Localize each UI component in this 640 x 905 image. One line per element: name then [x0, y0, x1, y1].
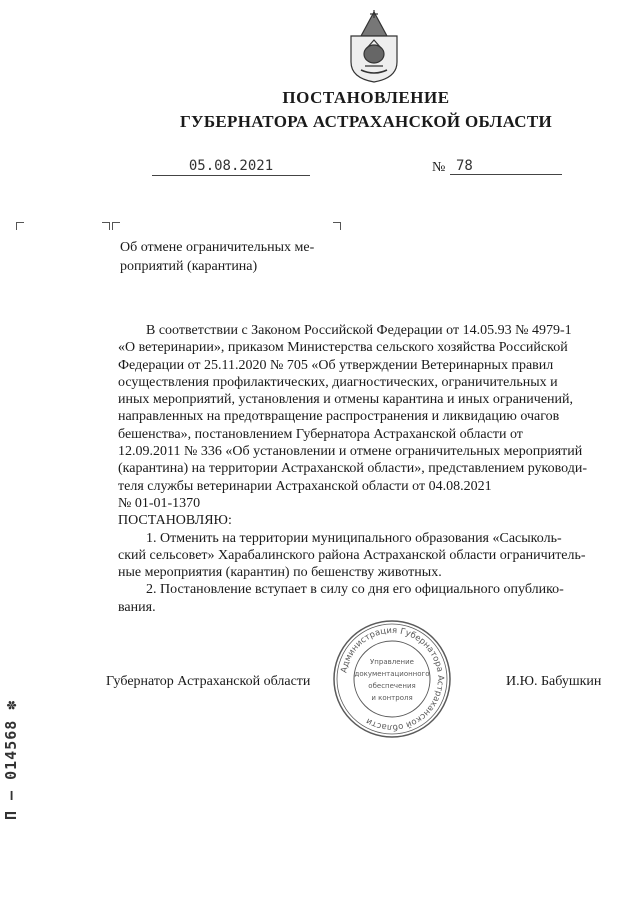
item-1: [118, 530, 614, 582]
document-type-title: ПОСТАНОВЛЕНИЕ: [282, 88, 450, 107]
body-line: «О ветеринарии», приказом Министерства сельского хозяйства Российской: [118, 340, 568, 356]
subject-line: Об отмене ограничительных ме-: [120, 240, 315, 255]
resolve-heading: ПОСТАНОВЛЯЮ:: [118, 513, 232, 529]
body-line: Федерации от 25.11.2020 № 705 «Об утверждении Ветеринарных правил: [118, 357, 554, 373]
body-line: теля службы ветеринарии Астраханской области от 04.08.2021: [118, 478, 492, 494]
document-body: [118, 322, 614, 616]
signatory-title: Губернатор Астраханской области: [106, 674, 311, 689]
preamble-paragraph: [118, 322, 614, 512]
document-subject: [120, 238, 340, 276]
corner-mark: [112, 222, 120, 230]
official-stamp: [330, 617, 454, 741]
stamp-center-line: и контроля: [371, 694, 413, 702]
corner-mark: [333, 222, 341, 230]
stamp-center-line: обеспечения: [368, 682, 416, 690]
body-line: В соответствии с Законом Российской Федерации от 14.05.93 № 4979-1: [146, 323, 572, 338]
stamp-center-line: документационного: [354, 670, 430, 678]
item-2: [118, 581, 614, 616]
body-line: бешенства», постановлением Губернатора Астраханской области от: [118, 426, 523, 442]
body-line: 1. Отменить на территории муниципального образования «Сасыколь-: [146, 530, 562, 546]
body-line: направленных на предотвращение распространения и ликвидацию очагов: [118, 409, 560, 425]
number-sign: №: [432, 160, 446, 175]
body-line: ский сельсовет» Харабалинского района Астраханской области ограничитель-: [118, 547, 586, 563]
body-line: 2. Постановление вступает в силу со дня его официального опублико-: [146, 582, 564, 598]
document-date: 05.08.2021: [152, 158, 310, 176]
corner-mark: [102, 222, 110, 230]
body-line: (карантина) на территории Астраханской области», представлением руководи-: [118, 461, 588, 477]
body-line: ные мероприятия (карантин) по бешенству животных.: [118, 565, 442, 581]
form-serial-number: П — 014568 ✽: [2, 699, 20, 820]
body-line: 12.09.2011 № 336 «Об установлении и отмене ограничительных мероприятий: [118, 444, 583, 460]
body-line: осуществления профилактических, диагностических, ограничительных и: [118, 374, 558, 390]
body-line: вания.: [118, 599, 156, 615]
document-number: 78: [450, 158, 562, 175]
stamp-center-line: Управление: [370, 658, 414, 666]
body-line: иных мероприятий, установления и отмены карантина и иных ограничений,: [118, 392, 574, 408]
stamp-ring-text: Администрация Губернатора Астраханской области: [339, 625, 446, 733]
subject-line: роприятий (карантина): [120, 259, 258, 274]
corner-mark: [16, 222, 24, 230]
body-line: № 01-01-1370: [118, 495, 201, 511]
coat-of-arms-emblem: [343, 6, 405, 84]
signatory-name: И.Ю. Бабушкин: [506, 674, 602, 689]
issuer-title: ГУБЕРНАТОРА АСТРАХАНСКОЙ ОБЛАСТИ: [179, 112, 553, 131]
